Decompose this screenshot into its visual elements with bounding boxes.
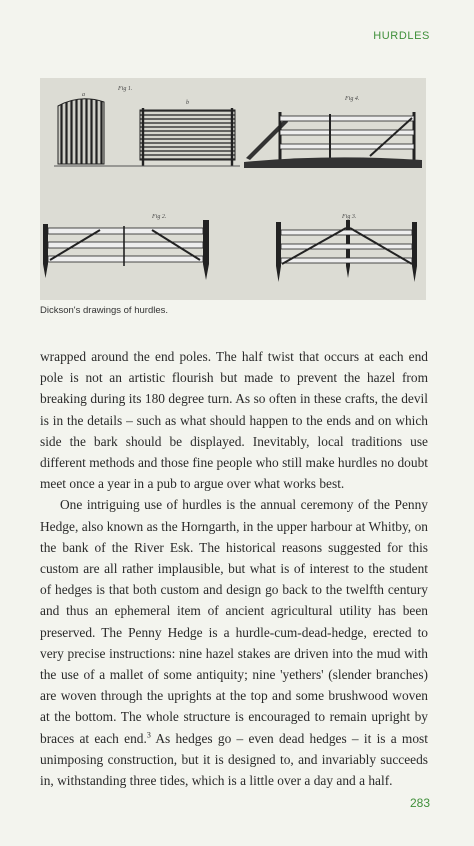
fig4-label: Fig 4. xyxy=(345,96,360,102)
page-number: 283 xyxy=(409,796,430,810)
running-header: HURDLES xyxy=(373,30,430,42)
hurdle-drawings xyxy=(40,78,426,300)
fig4-gate-hurdle xyxy=(244,95,422,168)
fig1-a-label: a xyxy=(82,92,85,98)
fig1-wattle-hurdles xyxy=(54,86,240,166)
fig3-hurdle xyxy=(276,214,417,282)
hurdle-illustration xyxy=(40,78,426,300)
fig2-label: Fig 2. xyxy=(152,214,167,220)
body-text xyxy=(40,346,428,791)
fig1-label: Fig 1. xyxy=(118,86,133,92)
fig3-label: Fig 3. xyxy=(342,214,357,220)
footnote-reference: 3 xyxy=(146,730,151,740)
paragraph-2 xyxy=(40,494,428,791)
paragraph-1: wrapped around the end poles. The half twist that occurs at each end pole is not an artistic flourish but made to prevent the hazel from breaking during its 180 degree turn. As so often in these crafts, the devil is in the details – such as what should happen to the ends and on which side the bark should be displayed. Inevitably, local traditions use different methods and those fine people who still make hurdles no doubt meet once a year in a pub to argue over what works best. xyxy=(40,349,428,492)
fig2-hurdle xyxy=(43,214,209,280)
figure-caption: Dickson's drawings of hurdles. xyxy=(40,305,169,316)
paragraph-2-part-1: One intriguing use of hurdles is the annual ceremony of the Penny Hedge, also known as the Horngarth, in the upper harbour at Whitby, on the bank of the River Esk. The historical reasons suggested for this custom are all rather implausible, but what is of interest to the student of hedges is that both custom and design go back to the twelfth century and thus an ephemeral item of ancient agricultural utility has been preserved. The Penny Hedge is a hurdle-cum-dead-hedge, erected to very precise instructions: nine hazel stakes are driven into the mud with the use of a mallet of some antiquity; nine 'yethers' (slender branches) are woven through the uprights at the top and some brushwood woven at the bottom. The whole structure is encouraged to remain upright by braces at each end. xyxy=(40,497,428,746)
paragraph-2-part-2: As hedges go – even dead hedges – it is a most unimposing construction, but it is designed to, and invariably succeeds in, withstanding three tides, which is a little over a day and a half. xyxy=(40,730,428,789)
fig1-b-label: b xyxy=(186,100,189,106)
